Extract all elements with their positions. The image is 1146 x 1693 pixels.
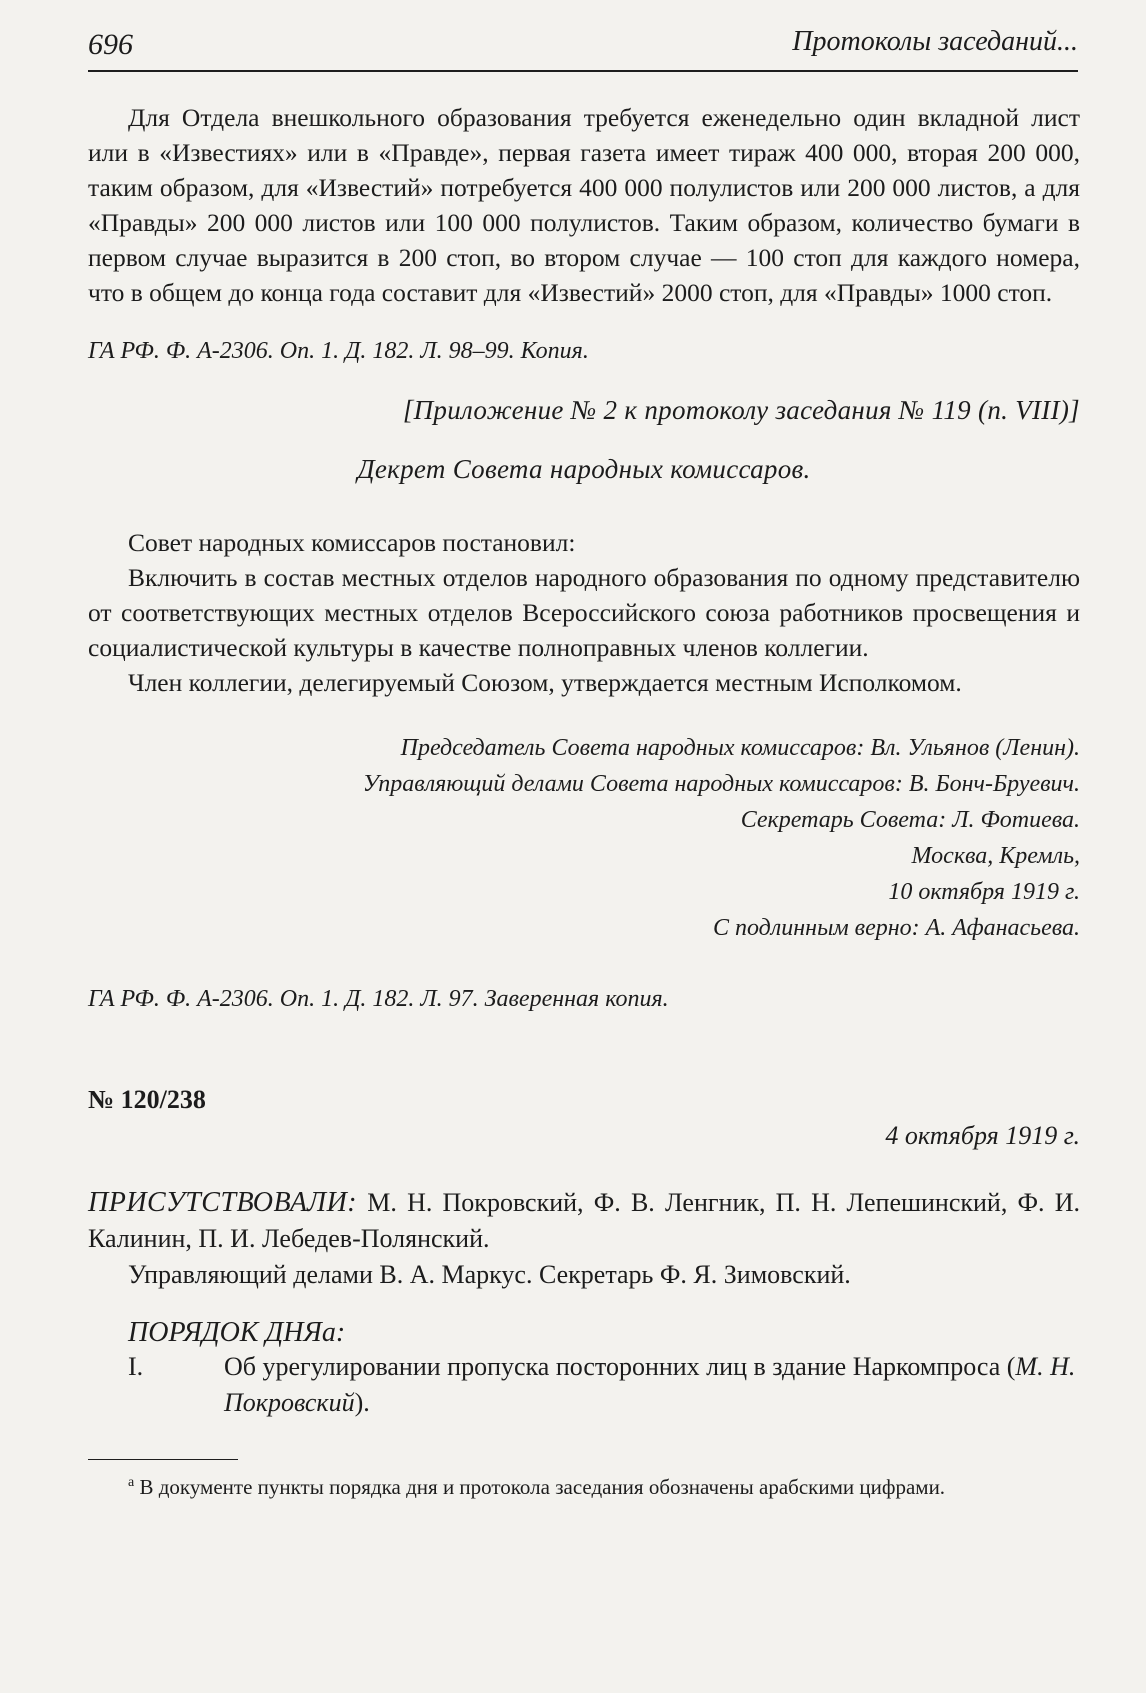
footnote-text: В документе пункты порядка дня и протокола заседания обозначены арабскими цифрами. <box>139 1475 946 1499</box>
signature-line: Секретарь Совета: Л. Фотиева. <box>740 807 1080 833</box>
footnote <box>88 1468 1080 1502</box>
signature-line: С подлинным верно: А. Афанасьева. <box>712 915 1080 941</box>
page-header <box>88 20 1078 72</box>
protocol-number: № 120/238 <box>88 1085 206 1114</box>
attendance-paragraph <box>88 1185 1080 1257</box>
footnote-divider <box>88 1459 238 1460</box>
footnote-marker: а <box>321 1317 336 1348</box>
decree-paragraph: Включить в состав местных отделов народного образования по одному представителю от соответствующих местных отделов Всероссийского союза работников просвещения и социалистической культуры в качестве полноправных членов коллегии. <box>88 563 1080 662</box>
running-title: Протоколы заседаний... <box>792 26 1078 57</box>
footnote-marker: а <box>128 1475 135 1490</box>
agenda-item-number: I. <box>128 1352 144 1381</box>
intro-paragraph: Для Отдела внешкольного образования требуется еженедельно один вкладной лист или в «Известиях» или в «Правде», первая газета имеет тираж 400 000, вторая 200 000, таким образом, для «Известий» потребуется 400 000 полулистов или 200 000 листов, а для «Правды» 200 000 листов или 100 000 полулистов. Таким образом, количество бумаги в первом случае выразится в 200 стоп, во втором случае — 100 стоп для каждого номера, что в общем до конца года составит для «Известий» 2000 стоп, для «Правды» 1000 стоп. <box>88 103 1080 307</box>
agenda-item-title: Об урегулировании пропуска посторонних лиц в здание Наркомпроса ( <box>224 1352 1016 1381</box>
agenda-item <box>88 1349 1080 1421</box>
staff-line: Управляющий делами В. А. Маркус. Секретарь Ф. Я. Зимовский. <box>128 1260 851 1289</box>
signature-line: Председатель Совета народных комиссаров: Вл. Ульянов (Ленин). <box>400 735 1080 761</box>
attendance-names: М. Н. Покровский, Ф. В. Ленгник, П. Н. Лепешинский, Ф. И. Калинин, П. И. Лебедев-Полянский. <box>88 1188 1080 1253</box>
signature-line: Управляющий делами Совета народных комиссаров: В. Бонч-Бруевич. <box>362 771 1080 797</box>
agenda-heading <box>88 1317 1080 1349</box>
agenda-colon: : <box>335 1317 346 1348</box>
page-number: 696 <box>88 28 133 61</box>
decree-title: Декрет Совета народных комиссаров. <box>357 454 811 484</box>
decree-paragraph: Член коллегии, делегируемый Союзом, утверждается местным Исполкомом. <box>128 668 962 697</box>
archive-source: ГА РФ. Ф. А-2306. Оп. 1. Д. 182. Л. 98–99. Копия. <box>88 338 589 364</box>
signature-line: 10 октября 1919 г. <box>888 879 1080 905</box>
signature-block <box>88 730 1080 946</box>
protocol-date: 4 октября 1919 г. <box>885 1121 1080 1150</box>
appendix-heading: [Приложение № 2 к протоколу заседания № 119 (п. VIII)] <box>402 395 1080 425</box>
agenda-item-speaker: М. Н. Покровский <box>224 1352 1076 1417</box>
attendance-label: ПРИСУТСТВОВАЛИ: <box>88 1187 358 1218</box>
agenda-label: ПОРЯДОК ДНЯ <box>128 1317 322 1348</box>
archive-source: ГА РФ. Ф. А-2306. Оп. 1. Д. 182. Л. 97. Заверенная копия. <box>88 986 669 1012</box>
agenda-item-text <box>224 1349 1080 1421</box>
decree-preamble: Совет народных комиссаров постановил: <box>128 528 576 557</box>
agenda-item-end: ). <box>354 1388 370 1417</box>
page-body <box>88 100 1080 1502</box>
signature-line: Москва, Кремль, <box>911 843 1080 869</box>
